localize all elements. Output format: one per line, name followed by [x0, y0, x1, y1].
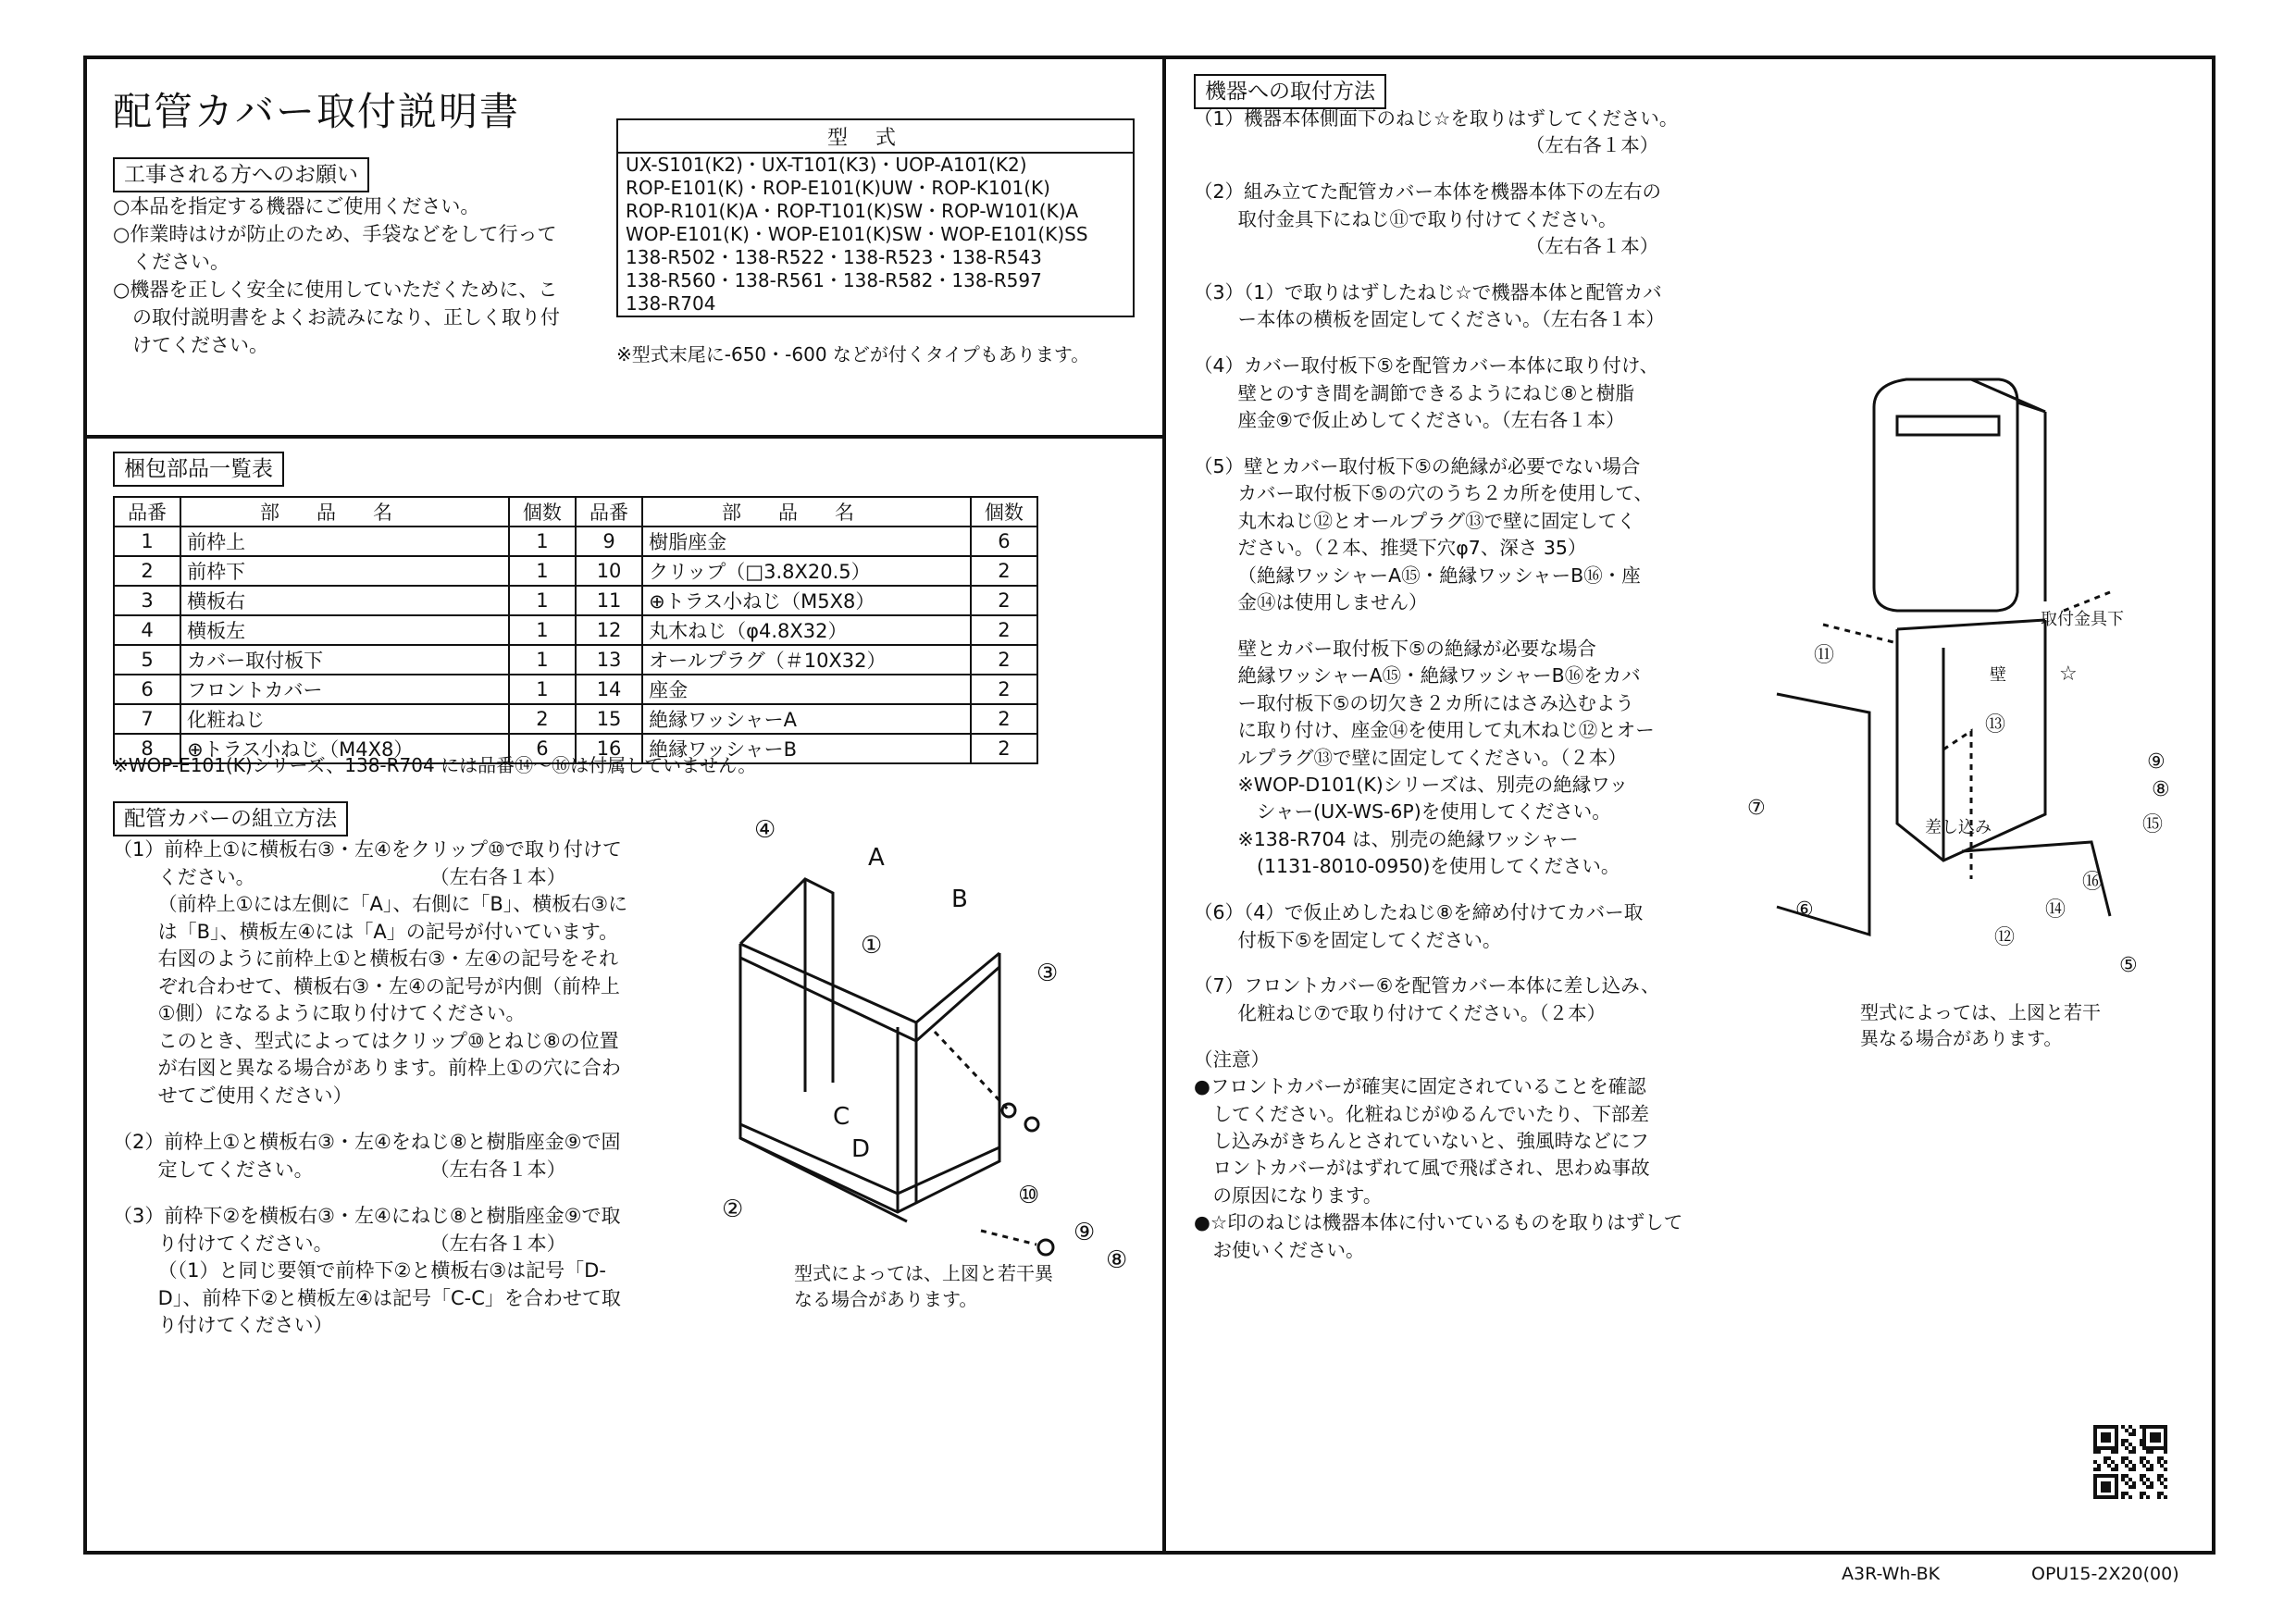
- qr-module: [2132, 1468, 2136, 1471]
- text-line: （6）（4）で仮止めしたねじ⑧を締め付けてカバー取: [1194, 901, 1644, 924]
- qr-module: [2132, 1432, 2136, 1436]
- part-qty: 1: [509, 645, 576, 675]
- text-line: （7）フロントカバー⑥を配管カバー本体に差し込み、: [1194, 974, 1660, 997]
- assembly-heading: 配管カバーの組立方法: [113, 801, 348, 836]
- label-2: ②: [722, 1196, 744, 1223]
- text-line: お使いください。: [1194, 1238, 1365, 1261]
- part-qty: 2: [971, 675, 1037, 704]
- text-line: このとき、型式によってはクリップ⑩とねじ⑧の位置: [113, 1029, 619, 1052]
- model-table-header: 型式: [617, 119, 1134, 153]
- label-15: ⑮: [2142, 813, 2164, 836]
- model-line: 138-R704: [626, 292, 716, 315]
- qr-module: [2150, 1485, 2153, 1489]
- part-qty: 1: [509, 586, 576, 615]
- part-qty: 1: [509, 556, 576, 586]
- qr-module: [2115, 1468, 2118, 1471]
- part-no: 4: [114, 615, 180, 645]
- front-cover: [1777, 694, 1869, 935]
- parts-note: ※WOP-E101(K)シリーズ、138-R704 には品番⑭〜⑯は付属していません。: [113, 754, 757, 776]
- qr-module: [2150, 1450, 2153, 1454]
- part-no: 2: [114, 556, 180, 586]
- qr-module: [2115, 1450, 2118, 1454]
- text-line: (1131-8010-0950)を使用してください。: [1194, 855, 1620, 878]
- part-name: 樹脂座金: [642, 527, 971, 556]
- text-line: ルプラグ⑬で壁に固定してください。（２本）: [1194, 746, 1627, 769]
- label-insert: 差し込み: [1925, 818, 1992, 837]
- model-note: ※型式末尾に-650・-600 などが付くタイプもあります。: [616, 343, 1090, 365]
- part-no: 5: [114, 645, 180, 675]
- table-row: [114, 645, 1037, 675]
- text-line: （3）（1）で取りはずしたねじ☆で機器本体と配管カバ: [1194, 281, 1662, 304]
- label-9: ⑨: [2147, 750, 2166, 774]
- text-line: ください。 （左右各１本）: [113, 865, 566, 888]
- text-line: の原因になります。: [1194, 1183, 1383, 1207]
- text-line: （前枠上①には左側に「A」、右側に「B」、横板右③に: [113, 893, 628, 915]
- label-b: B: [951, 886, 968, 913]
- table-row: [114, 556, 1037, 586]
- text-line: 定してください。 （左右各１本）: [113, 1158, 566, 1181]
- part-name: ⊕トラス小ねじ（M4X8）: [180, 734, 509, 763]
- model-line: ROP-R101(K)A・ROP-T101(K)SW・ROP-W101(K)A: [626, 200, 1079, 222]
- table-row: [114, 615, 1037, 645]
- col-qty: 個数: [509, 497, 576, 527]
- qr-module: [2164, 1460, 2167, 1464]
- part-name: 横板右: [180, 586, 509, 615]
- part-qty: 2: [971, 734, 1037, 763]
- install-figure: [1740, 361, 2175, 990]
- text-line: してください。化粧ねじがゆるんでいたり、下部差: [1194, 1102, 1649, 1125]
- text-line: [1194, 435, 1682, 454]
- qr-module: [2121, 1495, 2125, 1499]
- label-bracket: 取付金具下: [2041, 610, 2124, 629]
- text-line: （4）カバー取付板下⑤を配管カバー本体に取り付け、: [1194, 354, 1659, 378]
- text-line: ●フロントカバーが確実に固定されていることを確認: [1194, 1075, 1646, 1098]
- text-line: ー本体の横板を固定してください。（左右各１本）: [1194, 308, 1665, 331]
- col-no: 品番: [576, 497, 642, 527]
- text-line: が右図と異なる場合があります。前枠上①の穴に合わ: [113, 1057, 621, 1079]
- part-qty: 1: [509, 675, 576, 704]
- text-line: に取り付け、座金⑭を使用して丸木ねじ⑫とオー: [1194, 719, 1655, 742]
- part-name: 横板左: [180, 615, 509, 645]
- text-line: ①側）になるように取り付けてください。: [113, 1002, 526, 1024]
- part-name: 前枠上: [180, 527, 509, 556]
- qr-module: [2157, 1439, 2161, 1443]
- qr-module: [2164, 1468, 2167, 1471]
- qr-module: [2140, 1495, 2143, 1499]
- part-qty: 6: [971, 527, 1037, 556]
- label-d: D: [851, 1135, 871, 1163]
- part-name: 丸木ねじ（φ4.8X32）: [642, 615, 971, 645]
- text-line: 絶縁ワッシャーA⑮・絶縁ワッシャーB⑯をカバ: [1194, 664, 1641, 688]
- label-3: ③: [1036, 960, 1059, 987]
- notice-line: ○作業時はけが防止のため、手袋などをして行って: [113, 223, 557, 245]
- part-no: 14: [576, 675, 642, 704]
- text-line: 壁とのすき間を調節できるようにねじ⑧と樹脂: [1194, 381, 1634, 404]
- page-title: 配管カバー取付説明書: [113, 89, 521, 134]
- model-line: 138-R560・138-R561・138-R582・138-R597: [626, 269, 1042, 291]
- text-line: ※138-R704 は、別売の絶縁ワッシャー: [1194, 827, 1579, 850]
- notice-heading: 工事される方へのお願い: [113, 157, 369, 192]
- label-11: ⑪: [1814, 644, 1835, 667]
- part-no: 9: [576, 527, 642, 556]
- section-divider: [83, 435, 1164, 439]
- part-qty: 2: [971, 586, 1037, 615]
- part-no: 6: [114, 675, 180, 704]
- label-a: A: [868, 844, 885, 872]
- label-10: ⑩: [1018, 1182, 1040, 1209]
- qr-code: [2093, 1425, 2167, 1499]
- text-line: 丸木ねじ⑫とオールプラグ⑬で壁に固定してく: [1194, 509, 1636, 532]
- text-line: [113, 1109, 627, 1129]
- footer-code-right: OPU15-2X20(00): [2031, 1564, 2179, 1584]
- parts-table: [113, 496, 1038, 764]
- text-line: 化粧ねじ⑦で取り付けてください。（２本）: [1194, 1001, 1607, 1024]
- assembly-caption: [794, 1260, 1053, 1312]
- qr-module: [2107, 1489, 2111, 1493]
- part-qty: 6: [509, 734, 576, 763]
- model-line: UX-S101(K2)・UX-T101(K3)・UOP-A101(K2): [626, 154, 1027, 176]
- notice-text: [113, 192, 560, 359]
- model-line: ROP-E101(K)・ROP-E101(K)UW・ROP-K101(K): [626, 177, 1050, 199]
- text-line: ぞれ合わせて、横板右③・左④の記号が内側（前枠上: [113, 974, 620, 997]
- text-line: し込みがきちんとされていないと、強風時などにフ: [1194, 1130, 1649, 1152]
- label-12: ⑫: [1994, 926, 2016, 949]
- notice-line: ○本品を指定する機器にご使用ください。: [113, 195, 480, 217]
- qr-module: [2150, 1468, 2153, 1471]
- text-line: （2）組み立てた配管カバー本体を機器本体下の左右の: [1194, 180, 1662, 204]
- qr-module: [2107, 1439, 2111, 1443]
- table-row: [114, 704, 1037, 734]
- install-caption: [1860, 999, 2101, 1051]
- qr-module: [2157, 1495, 2161, 1499]
- part-qty: 2: [971, 556, 1037, 586]
- part-name: ⊕トラス小ねじ（M5X8）: [642, 586, 971, 615]
- text-line: ー取付板下⑤の切欠き２カ所にはさみ込むよう: [1194, 691, 1634, 714]
- label-c: C: [833, 1103, 850, 1131]
- col-no: 品番: [114, 497, 180, 527]
- notice-line: ○機器を正しく安全に使用していただくために、こ: [113, 279, 558, 301]
- part-no: 10: [576, 556, 642, 586]
- part-qty: 2: [971, 615, 1037, 645]
- text-line: 右図のように前枠上①と横板右③・左④の記号をそれ: [113, 948, 619, 970]
- notice-line: の取付説明書をよくお読みになり、正しく取り付: [113, 306, 560, 328]
- part-no: 16: [576, 734, 642, 763]
- label-1: ①: [861, 932, 883, 960]
- part-no: 8: [114, 734, 180, 763]
- part-name: 絶縁ワッシャーA: [642, 704, 971, 734]
- text-line: ※WOP-D101(K)シリーズは、別売の絶縁ワッ: [1194, 774, 1629, 797]
- qr-module: [2115, 1495, 2118, 1499]
- part-qty: 1: [509, 615, 576, 645]
- text-line: ださい。（２本、推奨下穴φ7、深さ 35）: [1194, 537, 1587, 560]
- part-no: 12: [576, 615, 642, 645]
- text-line: ●☆印のねじは機器本体に付いているものを取りはずして: [1194, 1211, 1683, 1234]
- part-no: 7: [114, 704, 180, 734]
- col-name: 部品名: [642, 497, 971, 527]
- part-no: 1: [114, 527, 180, 556]
- part-name: オールプラグ（＃10X32）: [642, 645, 971, 675]
- label-13: ⑬: [1985, 713, 2006, 737]
- part-name: 前枠下: [180, 556, 509, 586]
- text-line: （注意）: [1194, 1047, 1270, 1071]
- table-row: [114, 586, 1037, 615]
- qr-module: [2164, 1450, 2167, 1454]
- label-5: ⑤: [2119, 954, 2138, 977]
- text-line: （5）壁とカバー取付板下⑤の絶縁が必要でない場合: [1194, 455, 1641, 478]
- text-line: （左右各１本）: [1194, 235, 1659, 258]
- text-line: シャー(UX-WS-6P)を使用してください。: [1194, 800, 1611, 824]
- footer-code-left: A3R-Wh-BK: [1842, 1564, 1941, 1584]
- label-8: ⑧: [2152, 778, 2170, 801]
- part-qty: 1: [509, 527, 576, 556]
- text-line: は「B」、横板左④には「A」の記号が付いています。: [113, 920, 619, 943]
- text-line: 取付金具下にねじ⑪で取り付けてください。: [1194, 207, 1618, 230]
- text-line: り付けてください。 （左右各１本）: [113, 1232, 566, 1255]
- qr-module: [2132, 1450, 2136, 1454]
- qr-module: [2128, 1495, 2132, 1499]
- text-line: （1）前枠上①に横板右③・左④をクリップ⑩で取り付けて: [113, 838, 622, 861]
- install-heading: 機器への取付方法: [1194, 74, 1386, 109]
- text-line: [1194, 881, 1682, 900]
- model-line: 138-R502・138-R522・138-R523・138-R543: [626, 246, 1042, 268]
- label-14: ⑭: [2045, 898, 2066, 922]
- column-divider: [1162, 56, 1166, 1555]
- notice-line: けてください。: [113, 334, 268, 356]
- text-line: 付板下⑤を固定してください。: [1194, 928, 1502, 951]
- install-text: [1194, 105, 1682, 1264]
- table-row: [114, 675, 1037, 704]
- text-line: [1194, 617, 1682, 637]
- part-name: フロントカバー: [180, 675, 509, 704]
- assembly-figure: [703, 805, 1148, 1286]
- caption-line: 異なる場合があります。: [1860, 1027, 2063, 1049]
- text-line: [1194, 1027, 1682, 1047]
- text-line: せてご使用ください）: [113, 1084, 353, 1107]
- part-name: 化粧ねじ: [180, 704, 509, 734]
- model-row: [617, 153, 1134, 316]
- text-line: [113, 1183, 627, 1203]
- text-line: （左右各１本）: [1194, 134, 1659, 157]
- qr-module: [2097, 1468, 2101, 1471]
- caption-line: なる場合があります。: [794, 1288, 978, 1310]
- table-row: [114, 527, 1037, 556]
- qr-module: [2164, 1485, 2167, 1489]
- text-line: （1）機器本体側面下のねじ☆を取りはずしてください。: [1194, 107, 1679, 130]
- label-9: ⑨: [1074, 1219, 1096, 1246]
- part-qty: 2: [971, 645, 1037, 675]
- label-16: ⑯: [2082, 871, 2104, 894]
- part-no: 15: [576, 704, 642, 734]
- label-6: ⑥: [1795, 898, 1814, 922]
- text-line: （絶縁ワッシャーA⑮・絶縁ワッシャーB⑯・座: [1194, 564, 1641, 587]
- qr-module: [2146, 1495, 2150, 1499]
- label-8: ⑧: [1106, 1246, 1128, 1274]
- part-qty: 2: [509, 704, 576, 734]
- text-line: [1194, 334, 1682, 353]
- text-line: [1194, 160, 1682, 180]
- col-qty: 個数: [971, 497, 1037, 527]
- text-line: [1194, 954, 1682, 973]
- part-name: クリップ（□3.8X20.5）: [642, 556, 971, 586]
- notice-line: ください。: [113, 251, 230, 273]
- text-line: カバー取付板下⑤の穴のうち２カ所を使用して、: [1194, 482, 1653, 505]
- qr-module: [2132, 1485, 2136, 1489]
- text-line: （2）前枠上①と横板右③・左④をねじ⑧と樹脂座金⑨で固: [113, 1131, 621, 1153]
- label-7: ⑦: [1747, 797, 1766, 820]
- text-line: 座金⑨で仮止めしてください。（左右各１本）: [1194, 409, 1625, 432]
- part-name: カバー取付板下: [180, 645, 509, 675]
- caption-line: 型式によっては、上図と若干: [1860, 1001, 2101, 1023]
- text-line: 壁とカバー取付板下⑤の絶縁が必要な場合: [1194, 638, 1596, 660]
- text-line: [1194, 261, 1682, 280]
- model-line: WOP-E101(K)・WOP-E101(K)SW・WOP-E101(K)SS: [626, 223, 1088, 245]
- text-line: （（1）と同じ要領で前枠下②と横板右③は記号「D-: [113, 1259, 606, 1282]
- heater-unit: [1874, 379, 2017, 611]
- model-table: [616, 118, 1135, 317]
- part-name: 絶縁ワッシャーB: [642, 734, 971, 763]
- text-line: （3）前枠下②を横板右③・左④にねじ⑧と樹脂座金⑨で取: [113, 1205, 621, 1227]
- text-line: D」、前枠下②と横板左④は記号「C-C」を合わせて取: [113, 1286, 621, 1309]
- text-line: 金⑭は使用しません）: [1194, 591, 1428, 614]
- col-name: 部品名: [180, 497, 509, 527]
- part-qty: 2: [971, 704, 1037, 734]
- qr-module: [2097, 1450, 2101, 1454]
- part-no: 13: [576, 645, 642, 675]
- label-wall: 壁: [1990, 665, 2006, 685]
- qr-module: [2164, 1478, 2167, 1481]
- qr-module: [2164, 1495, 2167, 1499]
- assembly-text: [113, 836, 627, 1340]
- part-no: 11: [576, 586, 642, 615]
- caption-line: 型式によっては、上図と若干異: [794, 1262, 1053, 1284]
- text-line: ロントカバーがはずれて風で飛ばされ、思わぬ事故: [1194, 1157, 1650, 1180]
- label-4: ④: [754, 816, 776, 844]
- text-line: り付けてください）: [113, 1314, 333, 1336]
- part-name: 座金: [642, 675, 971, 704]
- label-star: ☆: [2059, 663, 2078, 686]
- parts-heading: 梱包部品一覧表: [113, 452, 284, 487]
- part-no: 3: [114, 586, 180, 615]
